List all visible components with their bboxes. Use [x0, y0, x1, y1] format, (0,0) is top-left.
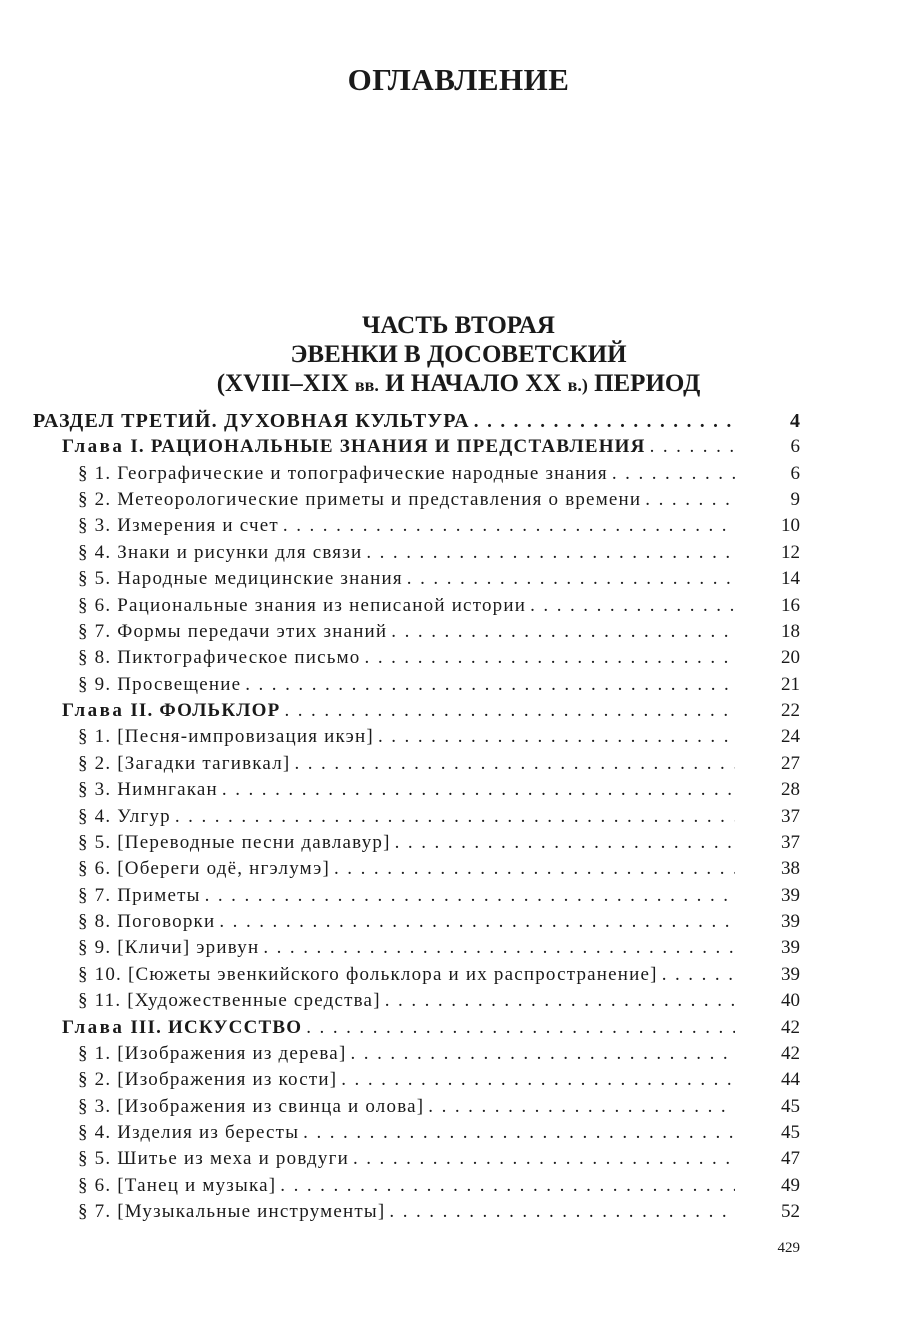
toc-entry-label	[78, 595, 530, 617]
toc-entry-text: II. ФОЛЬКЛОР	[130, 700, 281, 722]
toc-entry-text: § 4. Изделия из бересты	[78, 1121, 300, 1143]
toc-entry-label	[78, 1148, 353, 1170]
toc-entry-page: 18	[781, 620, 800, 642]
toc-entry-para	[78, 779, 800, 805]
toc-entry-page: 39	[781, 911, 800, 933]
toc-entry-label	[78, 568, 407, 590]
toc-entry-label	[78, 964, 662, 986]
dot-leader	[175, 806, 735, 828]
toc-entry-label	[78, 1175, 280, 1197]
toc-entry-label	[78, 674, 245, 696]
toc-entry-label	[33, 410, 474, 433]
dot-leader	[365, 647, 735, 669]
dot-leader	[366, 542, 735, 564]
toc-entry-chapter	[62, 1016, 800, 1043]
toc-entry-page: 24	[781, 726, 800, 748]
toc-entry-para	[78, 1121, 800, 1148]
dot-leader	[645, 489, 735, 511]
toc-entry-para	[78, 673, 800, 700]
toc-entry-text: РАЗДЕЛ ТРЕТИЙ. ДУХОВНАЯ КУЛЬТУРА	[33, 410, 470, 432]
toc-entry-text: § 2. [Изображения из кости]	[78, 1069, 338, 1091]
toc-entry-page: 49	[781, 1174, 800, 1196]
toc-entry-label	[78, 647, 365, 669]
toc-entry-label	[78, 1069, 341, 1091]
dot-leader	[284, 700, 735, 722]
dot-leader	[205, 885, 735, 907]
toc-entry-para	[78, 594, 800, 621]
toc-entry-page: 14	[781, 568, 800, 590]
dot-leader	[263, 937, 735, 959]
dot-leader	[350, 1043, 735, 1065]
toc-entry-para	[78, 1069, 800, 1095]
toc-entry-label	[78, 806, 175, 828]
toc-entry-label	[62, 700, 284, 722]
toc-entry-label	[78, 1122, 303, 1144]
toc-entry-label	[78, 937, 263, 959]
toc-entry-page: 10	[781, 515, 800, 537]
toc-entry-label	[78, 621, 391, 643]
dot-leader	[245, 674, 735, 696]
toc-entry-label	[62, 436, 650, 458]
toc-entry-page: 52	[781, 1201, 800, 1223]
toc-entry-page: 39	[781, 884, 800, 906]
dot-leader	[407, 568, 735, 590]
toc-entry-text: § 5. Шитье из меха и ровдуги	[78, 1148, 349, 1170]
toc-entry-page: 37	[781, 805, 800, 827]
toc-entry-chapter	[62, 436, 800, 462]
part-heading-line: ЧАСТЬ ВТОРАЯ	[362, 312, 555, 339]
dot-leader	[283, 515, 735, 537]
toc-entry-text: § 2. [Загадки тагивкал]	[78, 752, 291, 774]
toc-entry-text: § 8. Поговорки	[78, 911, 216, 933]
toc-entry-para	[78, 541, 800, 568]
toc-entry-page: 42	[781, 1016, 800, 1038]
toc-entry-page: 4	[790, 410, 800, 432]
toc-entry-label	[78, 726, 378, 748]
toc-entry-text: § 3. Нимнгакан	[78, 779, 218, 801]
toc-entry-label	[78, 542, 366, 564]
dot-leader	[222, 779, 735, 801]
dot-leader	[219, 911, 735, 933]
toc-entry-text: § 7. Формы передачи этих знаний	[78, 620, 388, 642]
toc-entry-page: 9	[790, 489, 800, 511]
toc-entry-text: § 5. Народные медицинские знания	[78, 568, 403, 590]
toc-entry-label	[78, 515, 283, 537]
toc-entry-page: 38	[781, 858, 800, 880]
toc-entry-label	[78, 858, 334, 880]
toc-entry-label	[78, 832, 395, 854]
toc-entry-text: III. ИСКУССТВО	[130, 1016, 303, 1038]
toc-entry-text: I. РАЦИОНАЛЬНЫЕ ЗНАНИЯ И ПРЕДСТАВЛЕНИЯ	[130, 436, 646, 458]
toc-entry-text: § 4. Улгур	[78, 805, 171, 827]
toc-entry-para	[78, 937, 800, 963]
toc-entry-page: 39	[781, 963, 800, 985]
toc-entry-para	[78, 911, 800, 937]
toc-entry-para	[78, 963, 800, 990]
dot-leader	[353, 1148, 735, 1170]
toc-entry-label	[78, 885, 205, 907]
toc-entry-text: § 7. Приметы	[78, 884, 201, 906]
toc-entry-text: § 9. Просвещение	[78, 673, 242, 695]
toc-entry-label	[78, 463, 612, 485]
toc-entry-page: 27	[781, 752, 800, 774]
toc-entry-para	[78, 831, 800, 858]
toc-entry-text: § 9. [Кличи] эривун	[78, 937, 260, 959]
toc-entry-label	[78, 779, 222, 801]
toc-entry-para	[78, 1148, 800, 1174]
toc-entry-page: 6	[790, 462, 800, 484]
toc-entry-page: 37	[781, 831, 800, 853]
toc-entry-para	[78, 1042, 800, 1069]
dot-leader	[428, 1096, 735, 1118]
toc-entry-para	[78, 620, 800, 647]
toc-entry-para	[78, 515, 800, 541]
toc-entry-text: § 8. Пиктографическое письмо	[78, 647, 361, 669]
toc-entry-para	[78, 568, 800, 594]
toc-entry-page: 44	[781, 1069, 800, 1091]
toc-entry-label	[78, 990, 385, 1012]
dot-leader	[306, 1017, 735, 1039]
toc-entry-label	[78, 753, 294, 775]
toc-entry-label	[78, 911, 219, 933]
dot-leader	[334, 858, 735, 880]
dot-leader	[612, 463, 735, 485]
toc-entry-para	[78, 462, 800, 489]
toc-entry-para	[78, 752, 800, 779]
dot-leader	[280, 1175, 735, 1197]
toc-entry-page: 45	[781, 1121, 800, 1143]
dot-leader	[530, 595, 735, 617]
toc-entry-para	[78, 647, 800, 673]
toc-entry-label	[62, 1017, 306, 1039]
dot-leader	[391, 621, 735, 643]
toc-entry-text: § 6. [Танец и музыка]	[78, 1174, 277, 1196]
dot-leader	[395, 832, 735, 854]
dot-leader	[662, 964, 735, 986]
toc-entry-text: § 1. [Песня-импровизация икэн]	[78, 726, 374, 748]
toc-entry-para	[78, 884, 800, 911]
toc-entry-text: § 2. Метеорологические приметы и представления о времени	[78, 489, 642, 511]
toc-entry-para	[78, 726, 800, 752]
toc-entry-page: 42	[781, 1042, 800, 1064]
toc-entry-text: § 4. Знаки и рисунки для связи	[78, 541, 363, 563]
toc-entry-page: 28	[781, 779, 800, 801]
dot-leader	[650, 436, 735, 458]
dot-leader	[389, 1201, 735, 1223]
dot-leader	[378, 726, 735, 748]
dot-leader	[341, 1069, 735, 1091]
toc-entry-para	[78, 1174, 800, 1201]
part-heading-line: ЭВЕНКИ В ДОСОВЕТСКИЙ	[290, 341, 627, 368]
toc-entry-text: § 5. [Переводные песни давлавур]	[78, 831, 391, 853]
toc-entry-page: 39	[781, 937, 800, 959]
toc-entry-page: 47	[781, 1148, 800, 1170]
toc-entry-label	[78, 489, 645, 511]
toc-entry-page: 6	[790, 436, 800, 458]
toc-entry-text: § 3. [Изображения из свинца и олова]	[78, 1095, 425, 1117]
toc-entry-label	[78, 1201, 389, 1223]
dot-leader	[385, 990, 735, 1012]
toc-entry-page: 16	[781, 594, 800, 616]
toc-entry-text: § 6. [Обереги одё, нгэлумэ]	[78, 858, 330, 880]
toc-entry-text: § 7. [Музыкальные инструменты]	[78, 1201, 386, 1223]
toc-entry-text: § 6. Рациональные знания из неписаной истории	[78, 594, 527, 616]
toc-entry-para	[78, 489, 800, 515]
toc-entry-para	[78, 990, 800, 1016]
chapter-prefix: Глава	[62, 700, 125, 722]
toc-entry-page: 20	[781, 647, 800, 669]
toc-entry-text: § 10. [Сюжеты эвенкийского фольклора и их распространение]	[78, 963, 658, 985]
dot-leader	[294, 753, 735, 775]
toc-entry-text: § 11. [Художественные средства]	[78, 990, 381, 1012]
toc-entry-text: § 1. [Изображения из дерева]	[78, 1042, 347, 1064]
page-title: ОГЛАВЛЕНИЕ	[347, 62, 570, 97]
toc-entry-text: § 3. Измерения и счет	[78, 515, 279, 537]
toc-entry-label	[78, 1096, 428, 1118]
page-number: 429	[777, 1240, 800, 1256]
chapter-prefix: Глава	[62, 436, 125, 458]
toc-entry-page: 12	[781, 541, 800, 563]
toc-entry-para	[78, 1095, 800, 1122]
dot-leader	[474, 410, 735, 433]
part-heading-line: (XVIII–XIX вв. И НАЧАЛО XX в.) ПЕРИОД	[216, 370, 701, 397]
dot-leader	[303, 1122, 735, 1144]
toc-entry-label	[78, 1043, 350, 1065]
toc-entry-page: 22	[781, 700, 800, 722]
toc-entry-page: 45	[781, 1095, 800, 1117]
toc-entry-page: 21	[781, 673, 800, 695]
chapter-prefix: Глава	[62, 1016, 125, 1038]
toc-entry-section	[33, 410, 800, 436]
toc-entry-para	[78, 1201, 800, 1227]
toc-entry-para	[78, 805, 800, 832]
toc-entry-page: 40	[781, 990, 800, 1012]
toc-entry-chapter	[62, 700, 800, 726]
toc-entry-para	[78, 858, 800, 884]
toc-entry-text: § 1. Географические и топографические народные знания	[78, 462, 608, 484]
